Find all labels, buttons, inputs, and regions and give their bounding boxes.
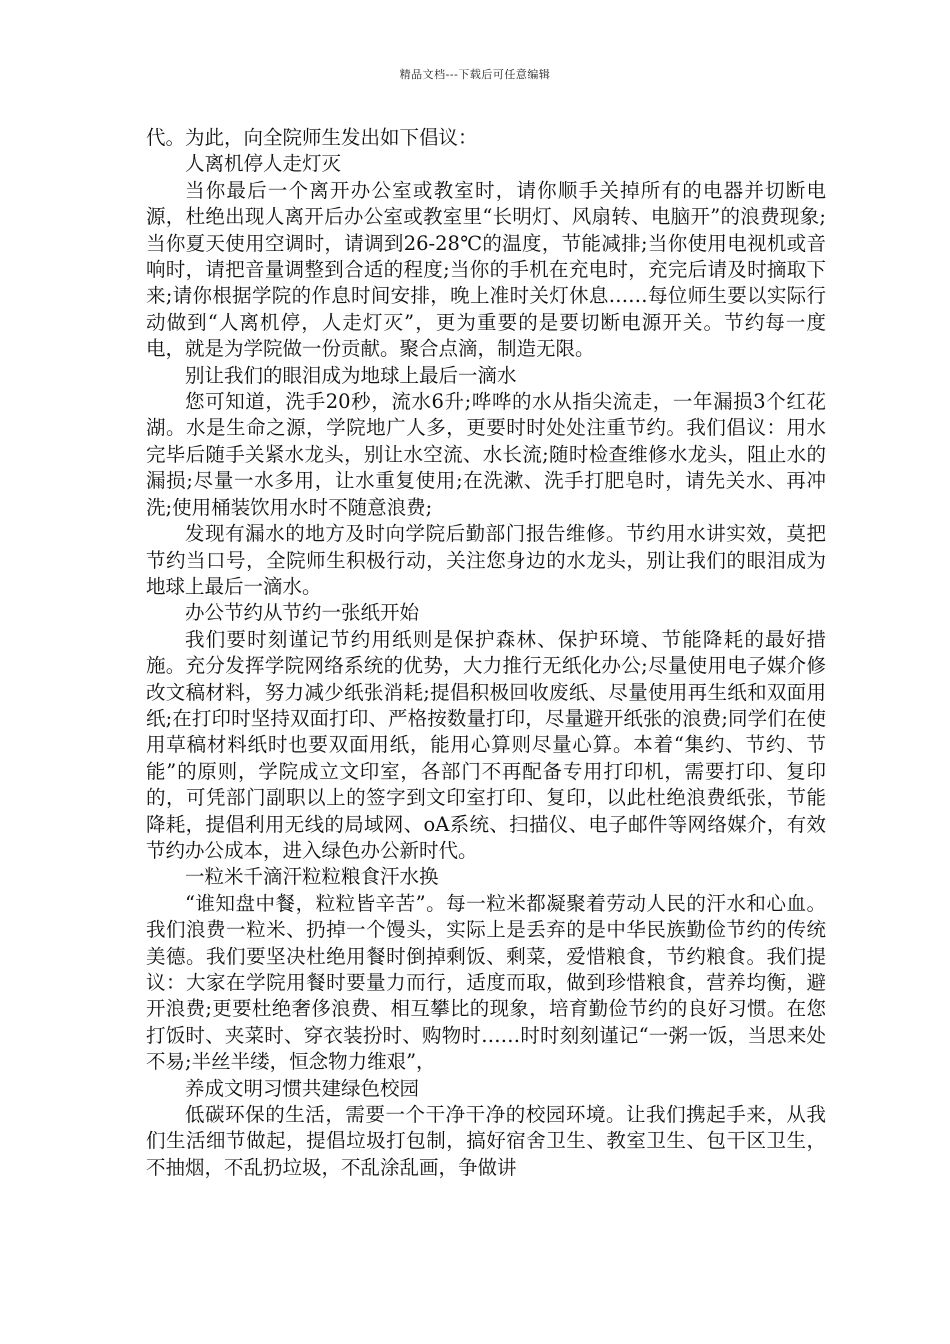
paragraph-paper: 我们要时刻谨记节约用纸则是保护森林、保护环境、节能降耗的最好措施。充分发挥学院网络系统的优势，大力推行无纸化办公;尽量使用电子媒介修改文稿材料，努力减少纸张消耗;提倡积极回收废纸、尽量使用再生纸和双面用纸;在打印时坚持双面打印、严格按数量打印，尽量避开纸张的浪费;同学们在使用草稿材料纸时也要双面用纸，能用心算则尽量心算。本着“集约、节约、节能”的原则，学院成立文印室，各部门不再配备专用打印机，需要打印、复印的，可凭部门副职以上的签字到文印室打印、复印，以此杜绝浪费纸张，节能降耗，提倡利用无线的局域网、oA系统、扫描仪、电子邮件等网络媒介，有效节约办公成本，进入绿色办公新时代。 [146, 627, 826, 862]
paragraph-electricity: 当你最后一个离开办公室或教室时，请你顺手关掉所有的电器并切断电源，杜绝出现人离开后办公室或教室里“长明灯、风扇转、电脑开”的浪费现象;当你夏天使用空调时，请调到26-28℃的温度，节能减排;当你使用电视机或音响时，请把音量调整到合适的程度;当你的手机在充电时，充完后请及时摘取下来;请你根据学院的作息时间安排，晚上准时关灯休息……每位师生要以实际行动做到“人离机停，人走灯灭”，更为重要的是要切断电源开关。节约每一度电，就是为学院做一份贡献。聚合点滴，制造无限。 [146, 178, 826, 361]
paragraph-water: 您可知道，洗手20秒，流水6升;哗哗的水从指尖流走，一年漏损3个红花湖。水是生命之源，学院地广人多，更要时时处处注重节约。我们倡议：用水完毕后随手关紧水龙头，别让水空流、水长流;随时检查维修水龙头，阻止水的漏损;尽量一水多用，让水重复使用;在洗漱、洗手打肥皂时，请先关水、再冲洗;使用桶装饮用水时不随意浪费; [146, 390, 826, 519]
section-heading-water: 别让我们的眼泪成为地球上最后一滴水 [185, 363, 517, 387]
paragraph-food: “谁知盘中餐，粒粒皆辛苦”。每一粒米都凝聚着劳动人民的汗水和心血。我们浪费一粒米、扔掉一个馒头，实际上是丢弃的是中华民族勤俭节约的传统美德。我们要坚决杜绝用餐时倒掉剩饭、剩菜，爱惜粮食，节约粮食。我们提议：大家在学院用餐时要量力而行，适度而取，做到珍惜粮食，营养均衡，避开浪费;更要杜绝奢侈浪费、相互攀比的现象，培育勤俭节约的良好习惯。在您打饭时、夹菜时、穿衣装扮时、购物时……时时刻刻谨记“一粥一饭，当思来处不易;半丝半缕，恒念物力维艰”， [146, 891, 826, 1074]
document-body [146, 125, 826, 1181]
page-header: 精品文档---下载后可任意编辑 [399, 68, 551, 81]
section-heading-paper: 办公节约从节约一张纸开始 [185, 601, 420, 625]
paragraph-water-leak: 发现有漏水的地方及时向学院后勤部门报告维修。节约用水讲实效，莫把节约当口号，全院师生积极行动，关注您身边的水龙头，别让我们的眼泪成为地球上最后一滴水。 [146, 522, 826, 598]
section-heading-campus: 养成文明习惯共建绿色校园 [185, 1076, 420, 1100]
paragraph-campus: 低碳环保的生活，需要一个干净干净的校园环境。让我们携起手来，从我们生活细节做起，提倡垃圾打包制，搞好宿舍卫生、教室卫生、包干区卫生，不抽烟，不乱扔垃圾，不乱涂乱画，争做讲 [146, 1103, 826, 1179]
paragraph-intro: 代。为此，向全院师生发出如下倡议： [146, 126, 478, 149]
section-heading-food: 一粒米千滴汗粒粒粮食汗水换 [185, 865, 439, 889]
section-heading-electricity: 人离机停人走灯灭 [185, 152, 342, 176]
